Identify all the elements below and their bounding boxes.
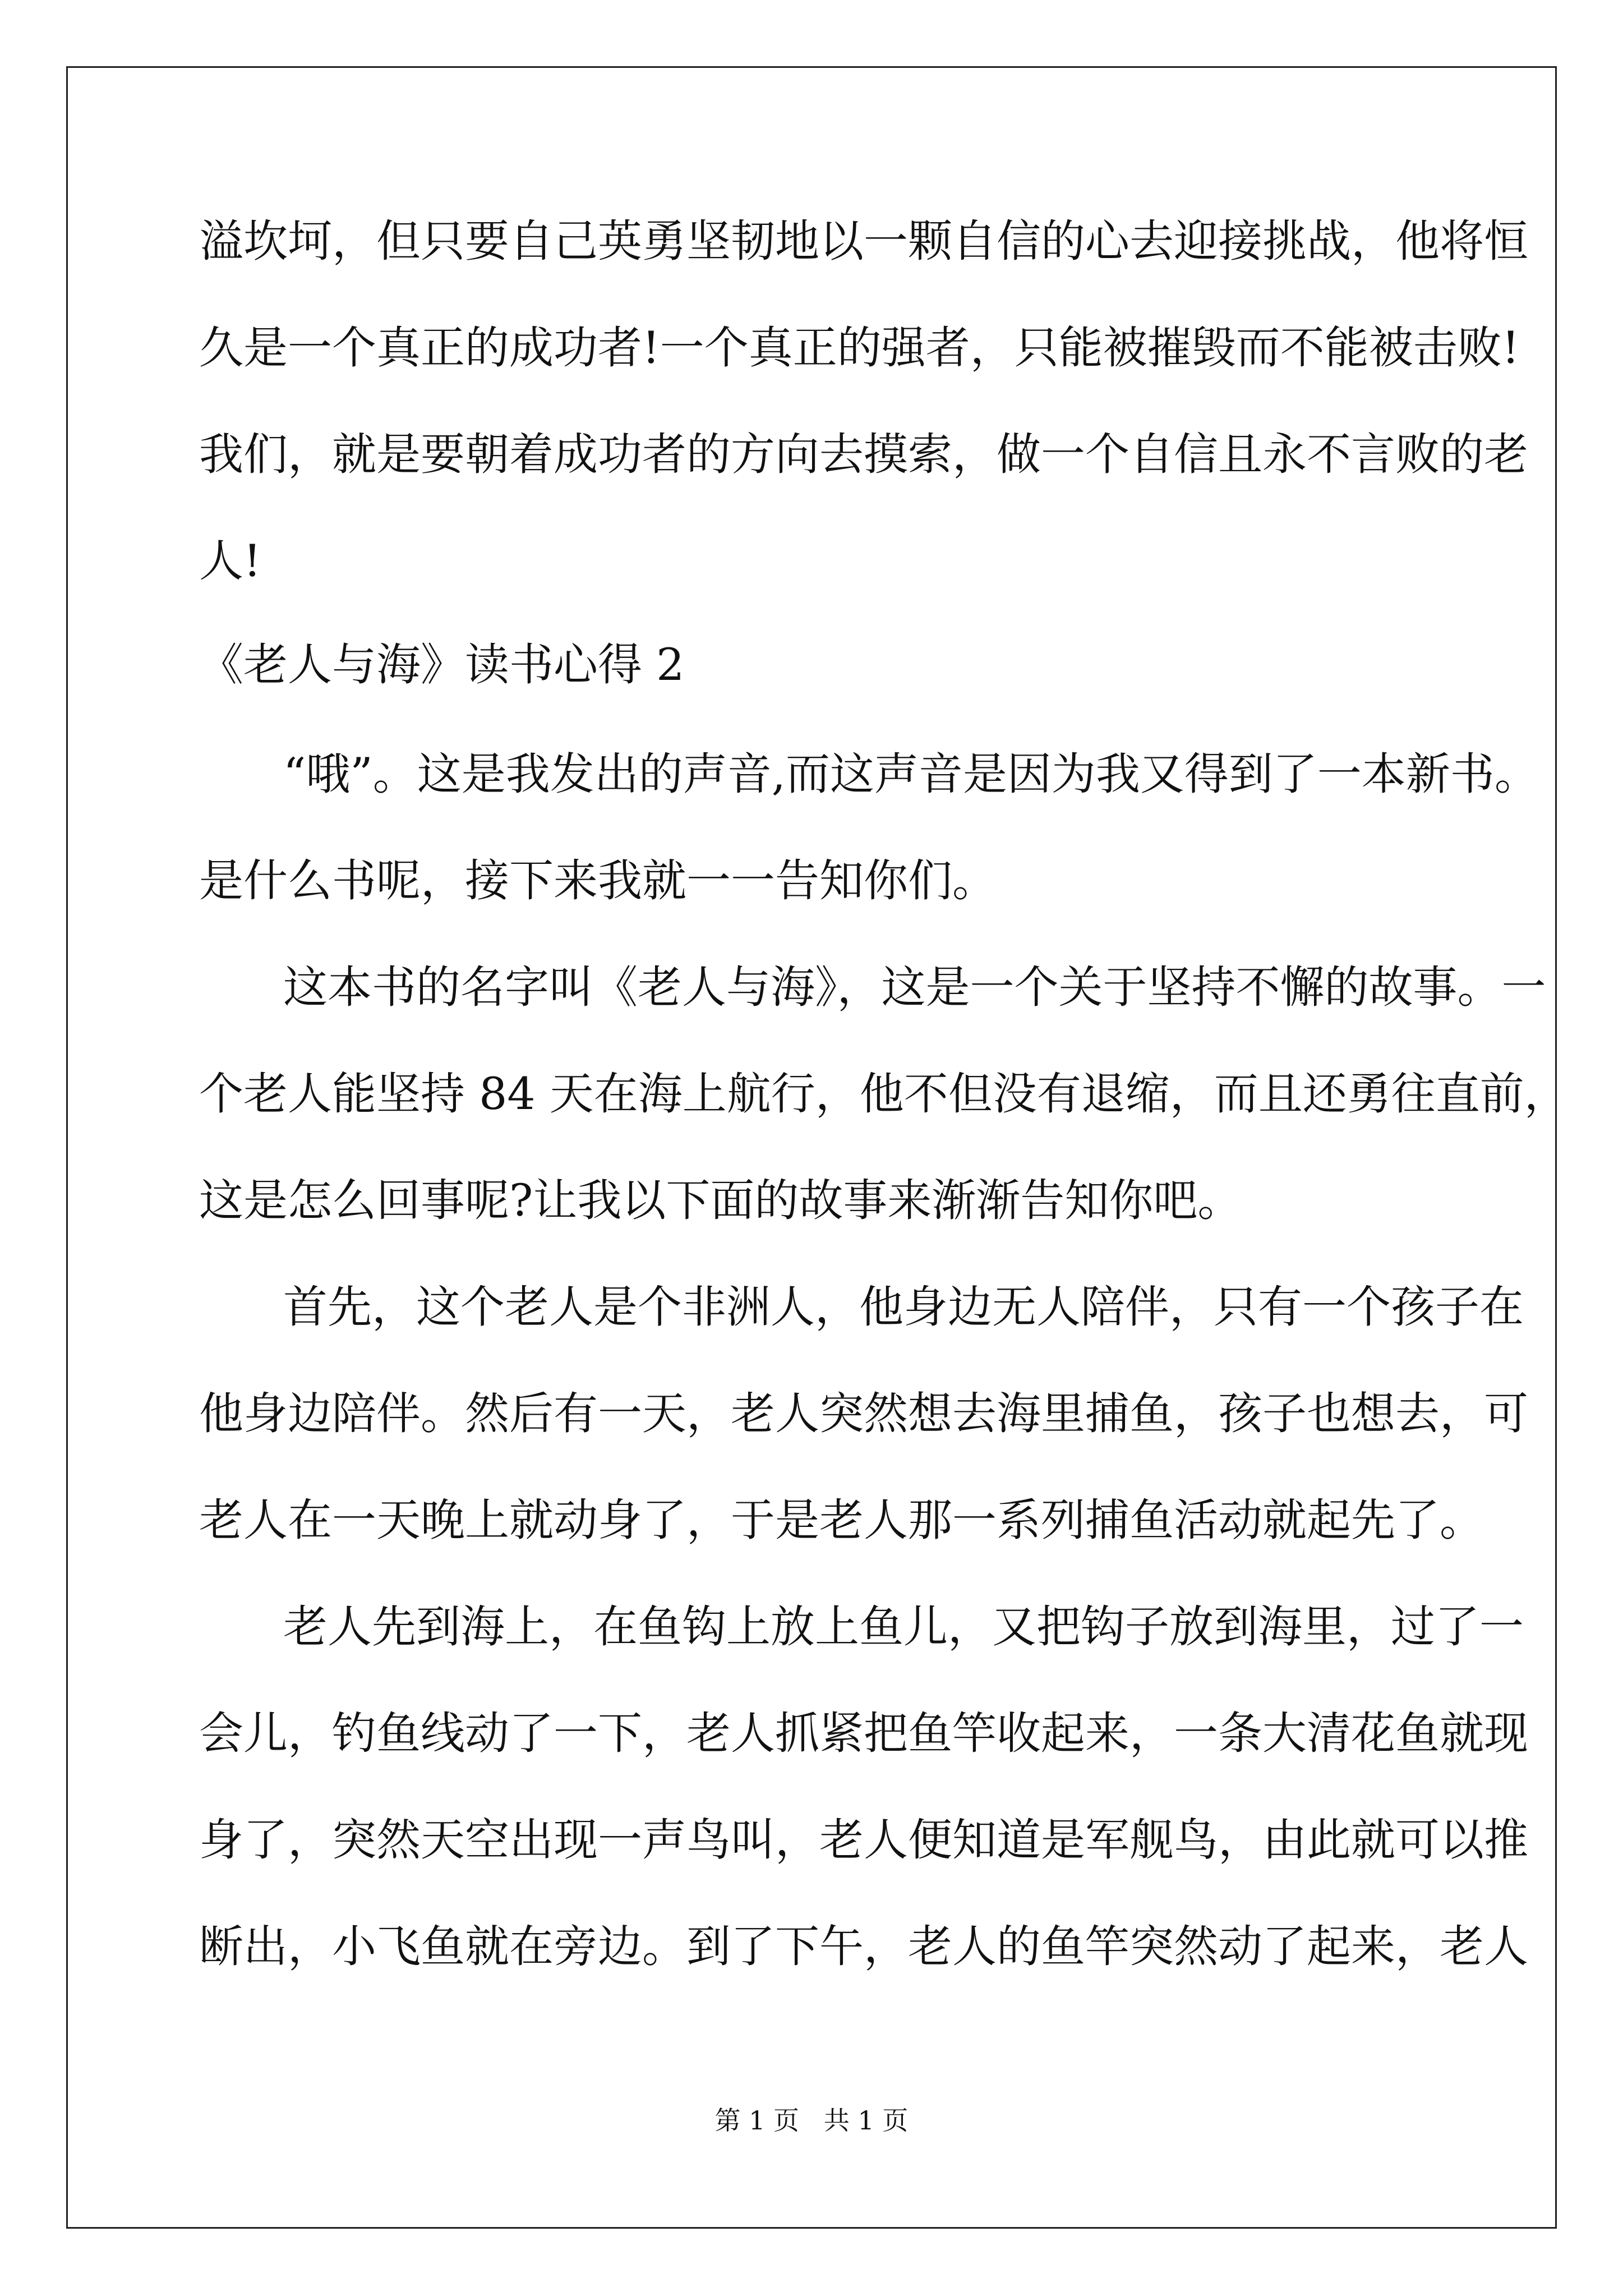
text-line: 老人先到海上，在鱼钩上放上鱼儿，又把钩子放到海里，过了一: [283, 1601, 1524, 1653]
section-heading: 《老人与海》读书心得 2: [199, 639, 685, 691]
text-line: “哦”。这是我发出的声音,而这声音是因为我又得到了一本新书。: [283, 748, 1539, 800]
text-line: 断出，小飞鱼就在旁边。到了下午，老人的鱼竿突然动了起来，老人: [199, 1921, 1528, 1972]
page-border: [66, 66, 1557, 2229]
text-line: 是什么书呢，接下来我就一一告知你们。: [199, 855, 997, 907]
text-line: 溢坎坷，但只要自己英勇坚韧地以一颗自信的心去迎接挑战，他将恒: [199, 215, 1528, 267]
text-line: 他身边陪伴。然后有一天，老人突然想去海里捕鱼，孩子也想去，可: [199, 1388, 1528, 1439]
text-line: 这是怎么回事呢?让我以下面的故事来渐渐告知你吧。: [199, 1175, 1242, 1226]
text-line: 首先，这个老人是个非洲人，他身边无人陪伴，只有一个孩子在: [283, 1281, 1524, 1333]
text-line: 会儿，钓鱼线动了一下，老人抓紧把鱼竿收起来，一条大清花鱼就现: [199, 1708, 1528, 1759]
text-line: 身了，突然天空出现一声鸟叫，老人便知道是军舰鸟，由此就可以推: [199, 1814, 1528, 1866]
text-line: 个老人能坚持 84 天在海上航行，他不但没有退缩，而且还勇往直前，: [199, 1068, 1569, 1120]
page-number: 第 1 页 共 1 页: [714, 2105, 909, 2136]
text-line: 这本书的名字叫《老人与海》，这是一个关于坚持不懈的故事。一: [283, 961, 1546, 1013]
text-line: 久是一个真正的成功者!一个真正的强者，只能被摧毁而不能被击败!: [199, 322, 1520, 374]
text-line: 老人在一天晚上就动身了，于是老人那一系列捕鱼活动就起先了。: [199, 1494, 1484, 1546]
text-line: 人!: [199, 535, 261, 587]
text-line: 我们，就是要朝着成功者的方向去摸索，做一个自信且永不言败的老: [199, 429, 1528, 480]
